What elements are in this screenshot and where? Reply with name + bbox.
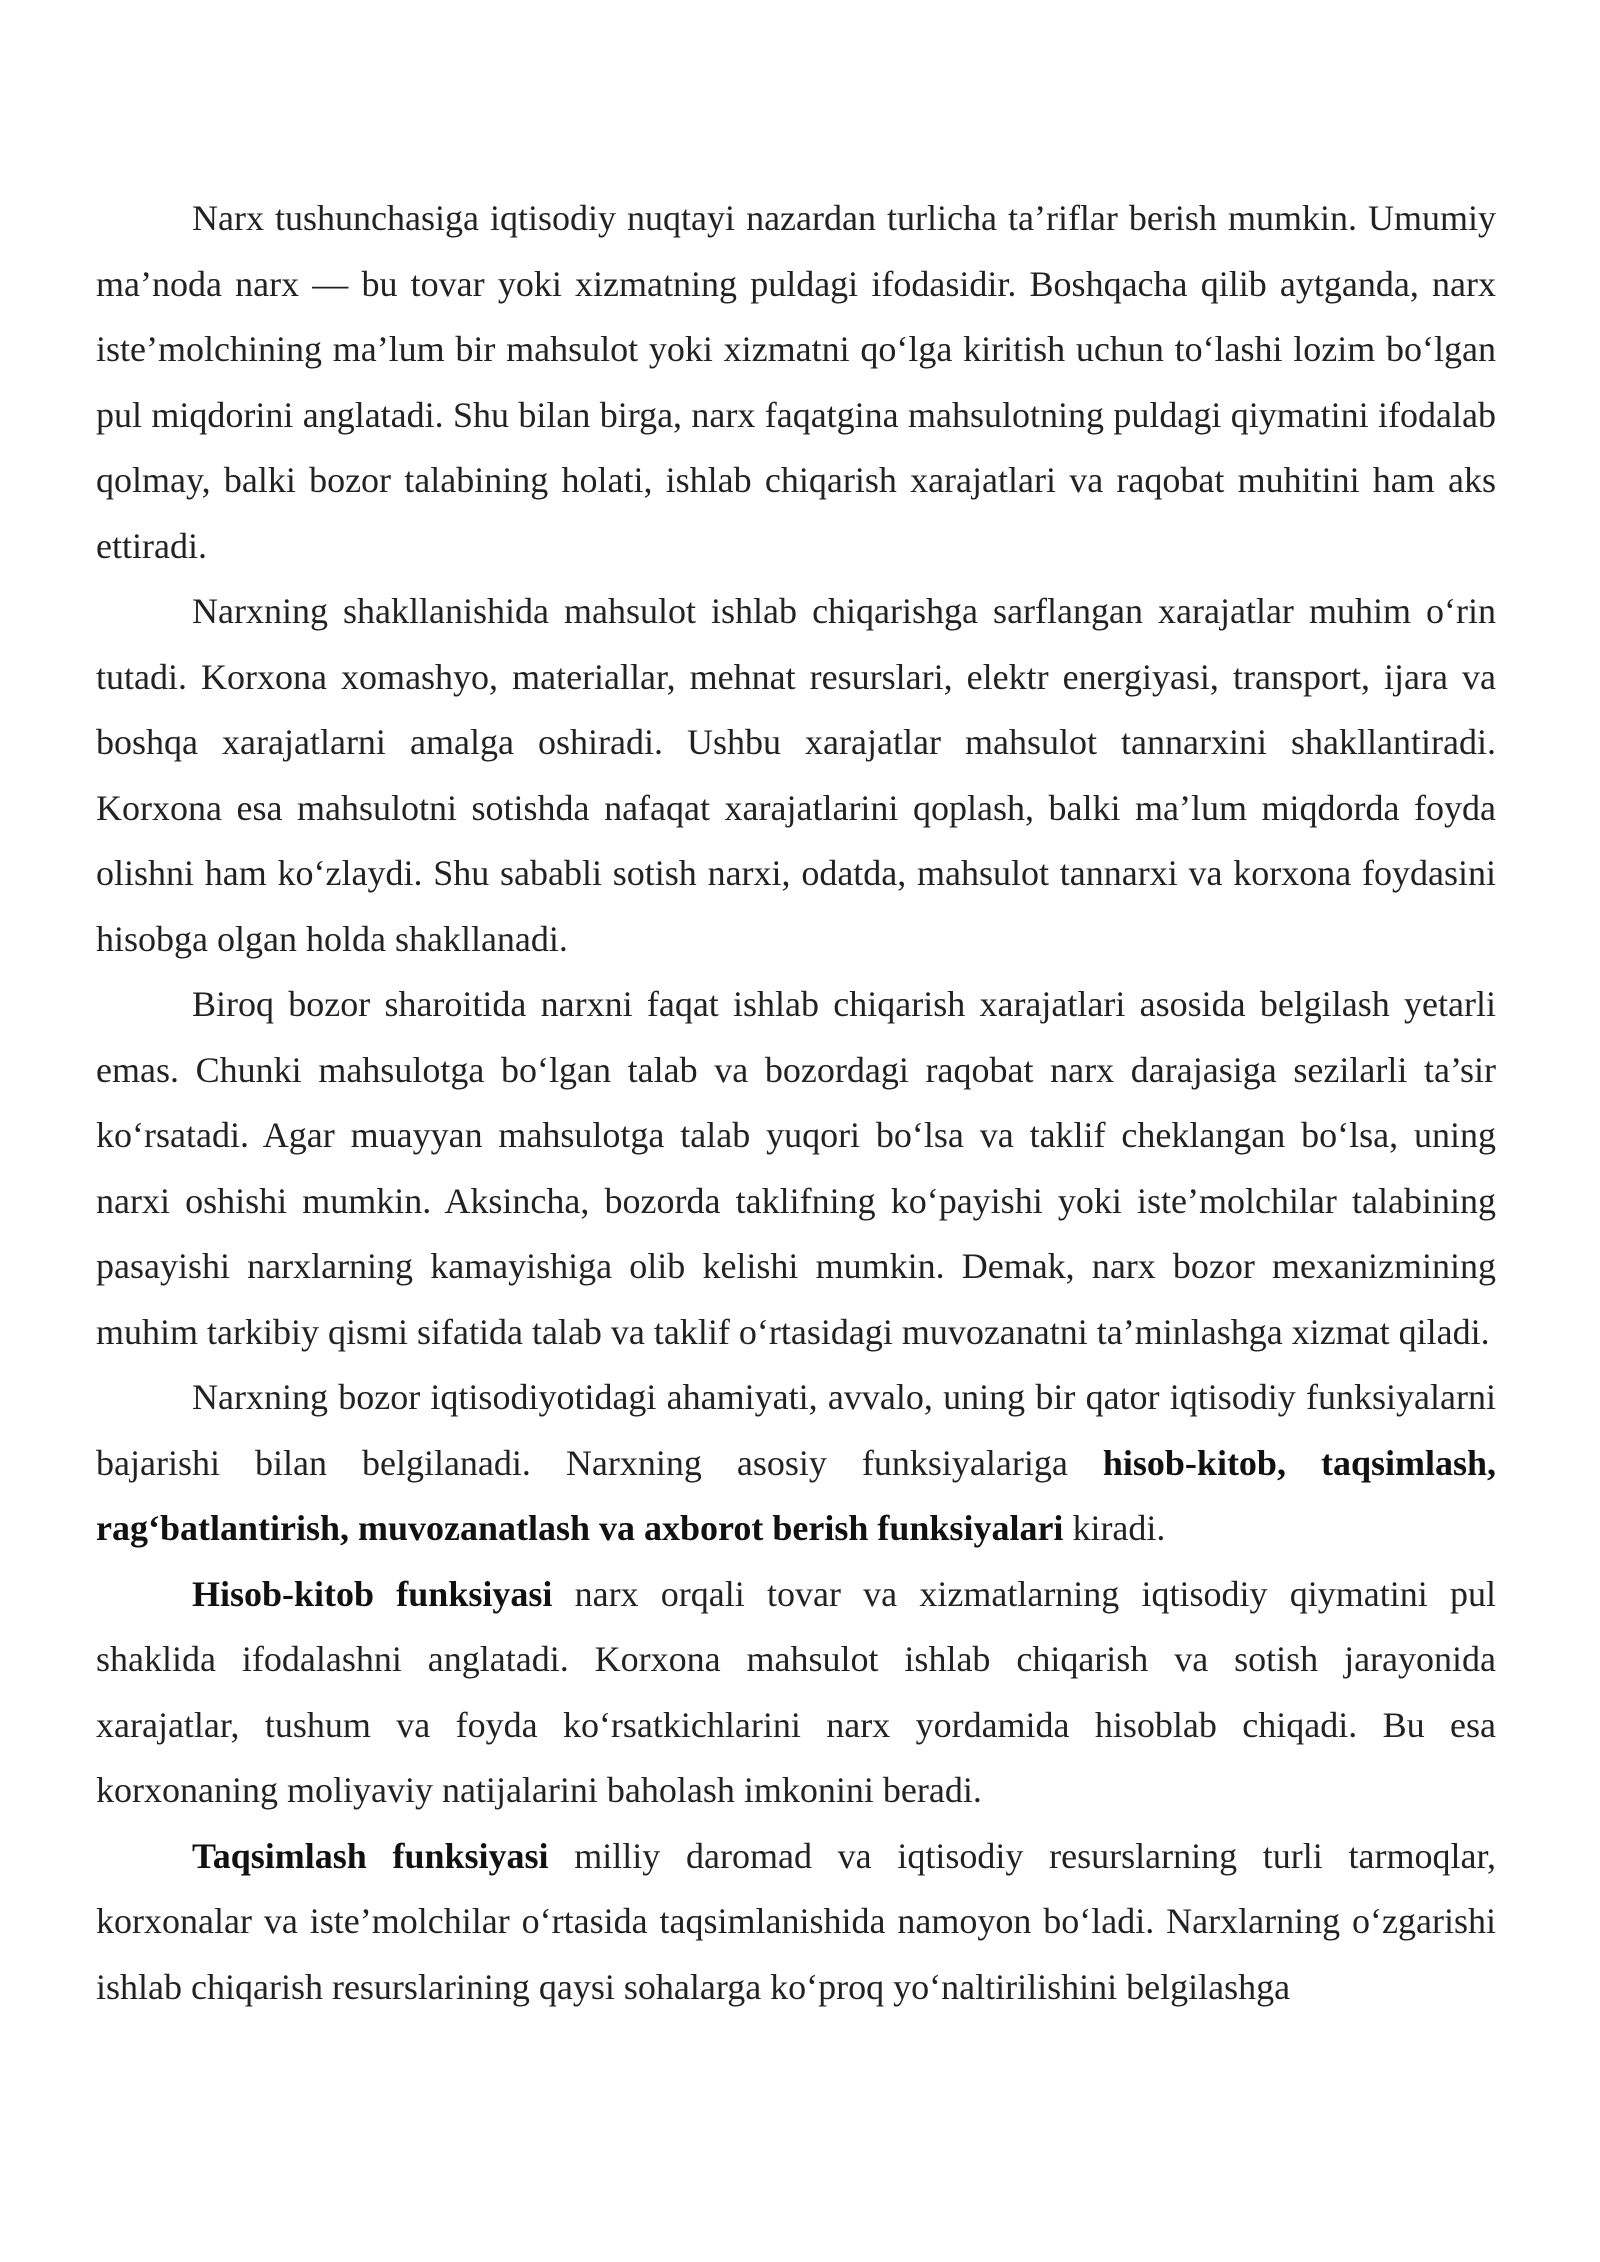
bold-functions-list: hisob-kitob, taqsimlash, rag‘batlantirish, muvozanatlash va axborot berish funksiyalari — [96, 1442, 1497, 1548]
paragraph-text: milliy daromad va iqtisodiy resurslarning turli tarmoqlar, korxonalar va iste’molchilar o‘rtasida taqsimlanishida namoyon bo‘ladi. Narxlarning o‘zgarishi ishlab chiqarish resurslarining qaysi sohalarga ko‘proq yo‘naltirilishini belgilashga — [96, 1835, 1496, 2007]
paragraph-narx-functions — [96, 1365, 1496, 1562]
bold-term-distribution: Taqsimlash funksiyasi — [192, 1835, 549, 1876]
paragraph-narx-definition: Narx tushunchasiga iqtisodiy nuqtayi nazardan turlicha ta’riflar berish mumkin. Umumiy ma’noda narx — bu tovar yoki xizmatning puldagi ifodasidir. Boshqacha qilib aytganda, narx iste’molchining ma’lum bir mahsulot yoki xizmatni qo‘lga kiritish uchun to‘lashi lozim bo‘lgan pul miqdorini anglatadi. Shu bilan birga, narx faqatgina mahsulotning puldagi qiymatini ifodalab qolmay, balki bozor talabining holati, ishlab chiqarish xarajatlari va raqobat muhitini ham aks ettiradi. — [96, 198, 1496, 566]
paragraph-text: narx orqali tovar va xizmatlarning iqtisodiy qiymatini pul shaklida ifodalashni anglatadi. Korxona mahsulot ishlab chiqarish va sotish jarayonida xarajatlar, tushum va foyda ko‘rsatkichlarini narx yordamida hisoblab chiqadi. Bu esa korxonaning moliyaviy natijalarini baholash imkonini beradi. — [96, 1573, 1496, 1810]
paragraph-narx-costs: Narxning shakllanishida mahsulot ishlab chiqarishga sarflangan xarajatlar muhim o‘rin tutadi. Korxona xomashyo, materiallar, mehnat resurslari, elektr energiyasi, transport, ijara va boshqa xarajatlarni amalga oshiradi. Ushbu xarajatlar mahsulot tannarxini shakllantiradi. Korxona esa mahsulotni sotishda nafaqat xarajatlarini qoplash, balki ma’lum miqdorda foyda olishni ham ko‘zlaydi. Shu sababli sotish narxi, odatda, mahsulot tannarxi va korxona foydasini hisobga olgan holda shakllanadi. — [96, 591, 1496, 959]
paragraph-market-demand: Biroq bozor sharoitida narxni faqat ishlab chiqarish xarajatlari asosida belgilash yetarli emas. Chunki mahsulotga bo‘lgan talab va bozordagi raqobat narx darajasiga sezilarli ta’sir ko‘rsatadi. Agar muayyan mahsulotga talab yuqori bo‘lsa va taklif cheklangan bo‘lsa, uning narxi oshishi mumkin. Aksincha, bozorda taklifning ko‘payishi yoki iste’molchilar talabining pasayishi narxlarning kamayishiga olib kelishi mumkin. Demak, narx bozor mexanizmining muhim tarkibiy qismi sifatida talab va taklif o‘rtasidagi muvozanatni ta’minlashga xizmat qiladi. — [96, 984, 1496, 1352]
bold-term-accounting: Hisob-kitob funksiyasi — [192, 1573, 553, 1614]
paragraph-accounting-function — [96, 1562, 1496, 1824]
paragraph-text: kiradi. — [1063, 1508, 1166, 1548]
document-page — [96, 186, 1496, 2020]
paragraph-text: Narxning bozor iqtisodiyotidagi ahamiyati, avvalo, uning bir qator iqtisodiy funksiyalarni bajarishi bilan belgilanadi. Narxning asosiy funksiyalariga — [96, 1377, 1496, 1483]
paragraph-distribution-function — [96, 1824, 1496, 2021]
